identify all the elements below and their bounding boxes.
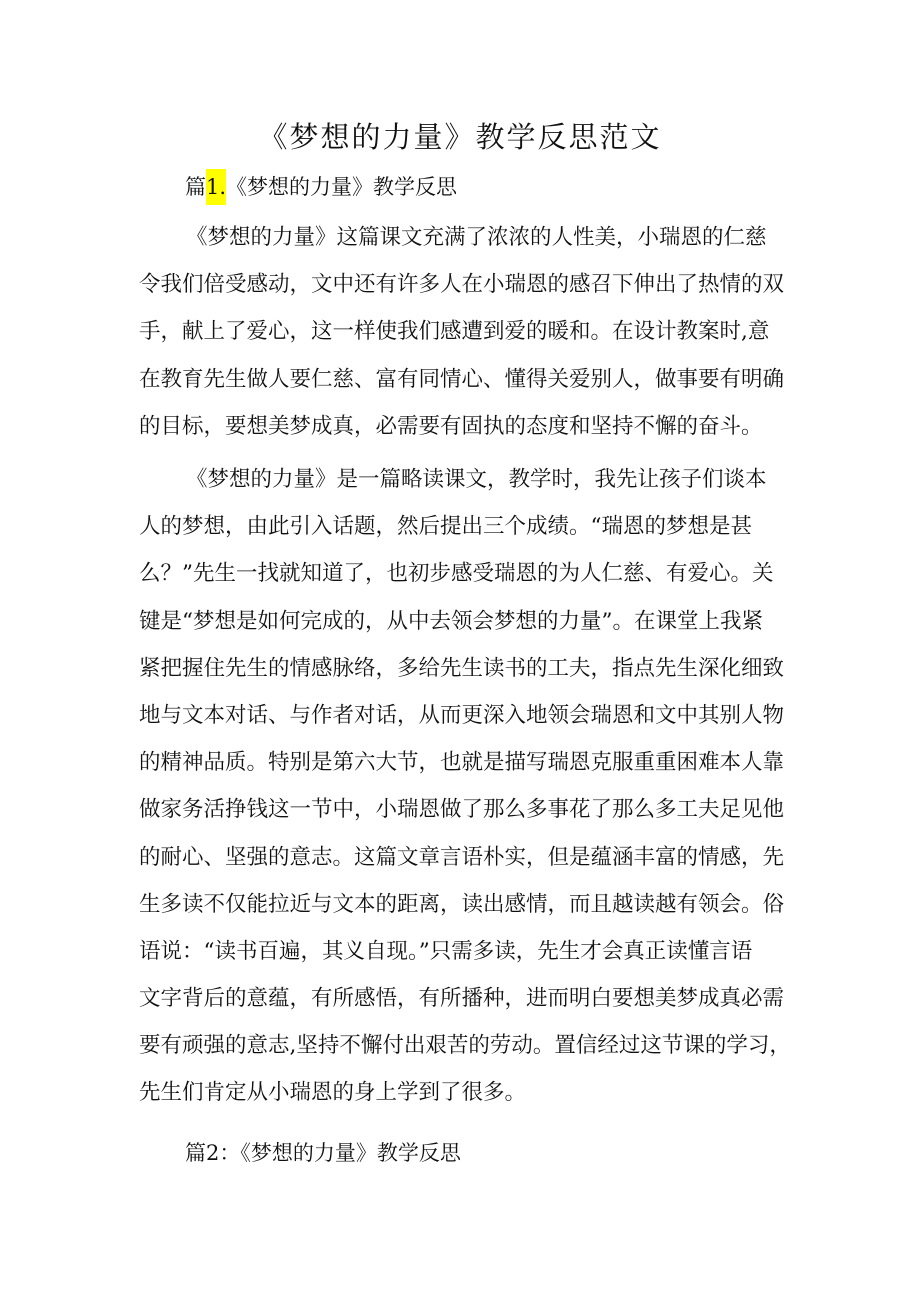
paragraph-2 bbox=[139, 456, 793, 1117]
section-1-number-highlight: 1. bbox=[206, 169, 226, 205]
paragraph-2-line: 紧把握住先生的情感脉络，多给先生读书的工夫，指点先生深化细致 bbox=[139, 655, 785, 681]
section-1-heading bbox=[185, 165, 457, 209]
paragraph-2-line: 《梦想的力量》是一篇略读课文，教学时，我先让孩子们谈本 bbox=[186, 467, 767, 492]
paragraph-2-line: 人的梦想，由此引入话题，然后提出三个成绩。“瑞恩的梦想是甚 bbox=[139, 514, 752, 540]
paragraph-2-line: 生多读不仅能拉近与文本的距离，读出感情，而且越读越有领会。俗 bbox=[139, 891, 785, 917]
paragraph-1-line: 在教育先生做人要仁慈、富有同情心、懂得关爱别人，做事要有明确 bbox=[139, 366, 785, 392]
paragraph-2-line: 语说：“读书百遍，其义自现。”只需多读，先生才会真正读懂言语 bbox=[139, 938, 753, 964]
paragraph-2-line: 文字背后的意蕴，有所感悟，有所播种，进而明白要想美梦成真必需 bbox=[139, 986, 785, 1012]
document-title: 《梦想的力量》教学反思范文 bbox=[258, 120, 662, 154]
paragraph-1-line: 令我们倍受感动，文中还有许多人在小瑞恩的感召下伸出了热情的双 bbox=[139, 272, 785, 298]
section-2-heading: 篇2：《梦想的力量》教学反思 bbox=[185, 1141, 461, 1165]
section-1-heading-text: 《梦想的力量》教学反思 bbox=[226, 175, 458, 199]
paragraph-2-line: 地与文本对话、与作者对话，从而更深入地领会瑞恩和文中其别人物 bbox=[139, 702, 785, 728]
paragraph-2-line: 要有顽强的意志,坚持不懈付出艰苦的劳动。置信经过这节课的学习， bbox=[139, 1033, 791, 1059]
paragraph-2-line: 么？”先生一找就知道了，也初步感受瑞恩的为人仁慈、有爱心。关 bbox=[139, 561, 774, 587]
paragraph-2-line: 做家务活挣钱这一节中，小瑞恩做了那么多事花了那么多工夫足见他 bbox=[139, 797, 785, 823]
paragraph-2-line: 键是“梦想是如何完成的，从中去领会梦想的力量”。在课堂上我紧 bbox=[139, 608, 763, 634]
section-1-prefix: 篇 bbox=[185, 175, 206, 199]
paragraph-1-line: 《梦想的力量》这篇课文充满了浓浓的人性美，小瑞恩的仁慈 bbox=[186, 225, 767, 250]
paragraph-1-line: 手，献上了爱心，这一样使我们感遭到爱的暖和。在设计教案时,意 bbox=[139, 319, 770, 345]
paragraph-1-line: 的目标，要想美梦成真，必需要有固执的态度和坚持不懈的奋斗。 bbox=[139, 413, 763, 439]
paragraph-1 bbox=[139, 214, 793, 450]
paragraph-2-line: 的耐心、坚强的意志。这篇文章言语朴实，但是蕴涵丰富的情感，先 bbox=[139, 844, 785, 870]
paragraph-2-line: 先生们肯定从小瑞恩的身上学到了很多。 bbox=[139, 1080, 527, 1106]
paragraph-2-line: 的精神品质。特别是第六大节，也就是描写瑞恩克服重重困难本人靠 bbox=[139, 750, 785, 776]
